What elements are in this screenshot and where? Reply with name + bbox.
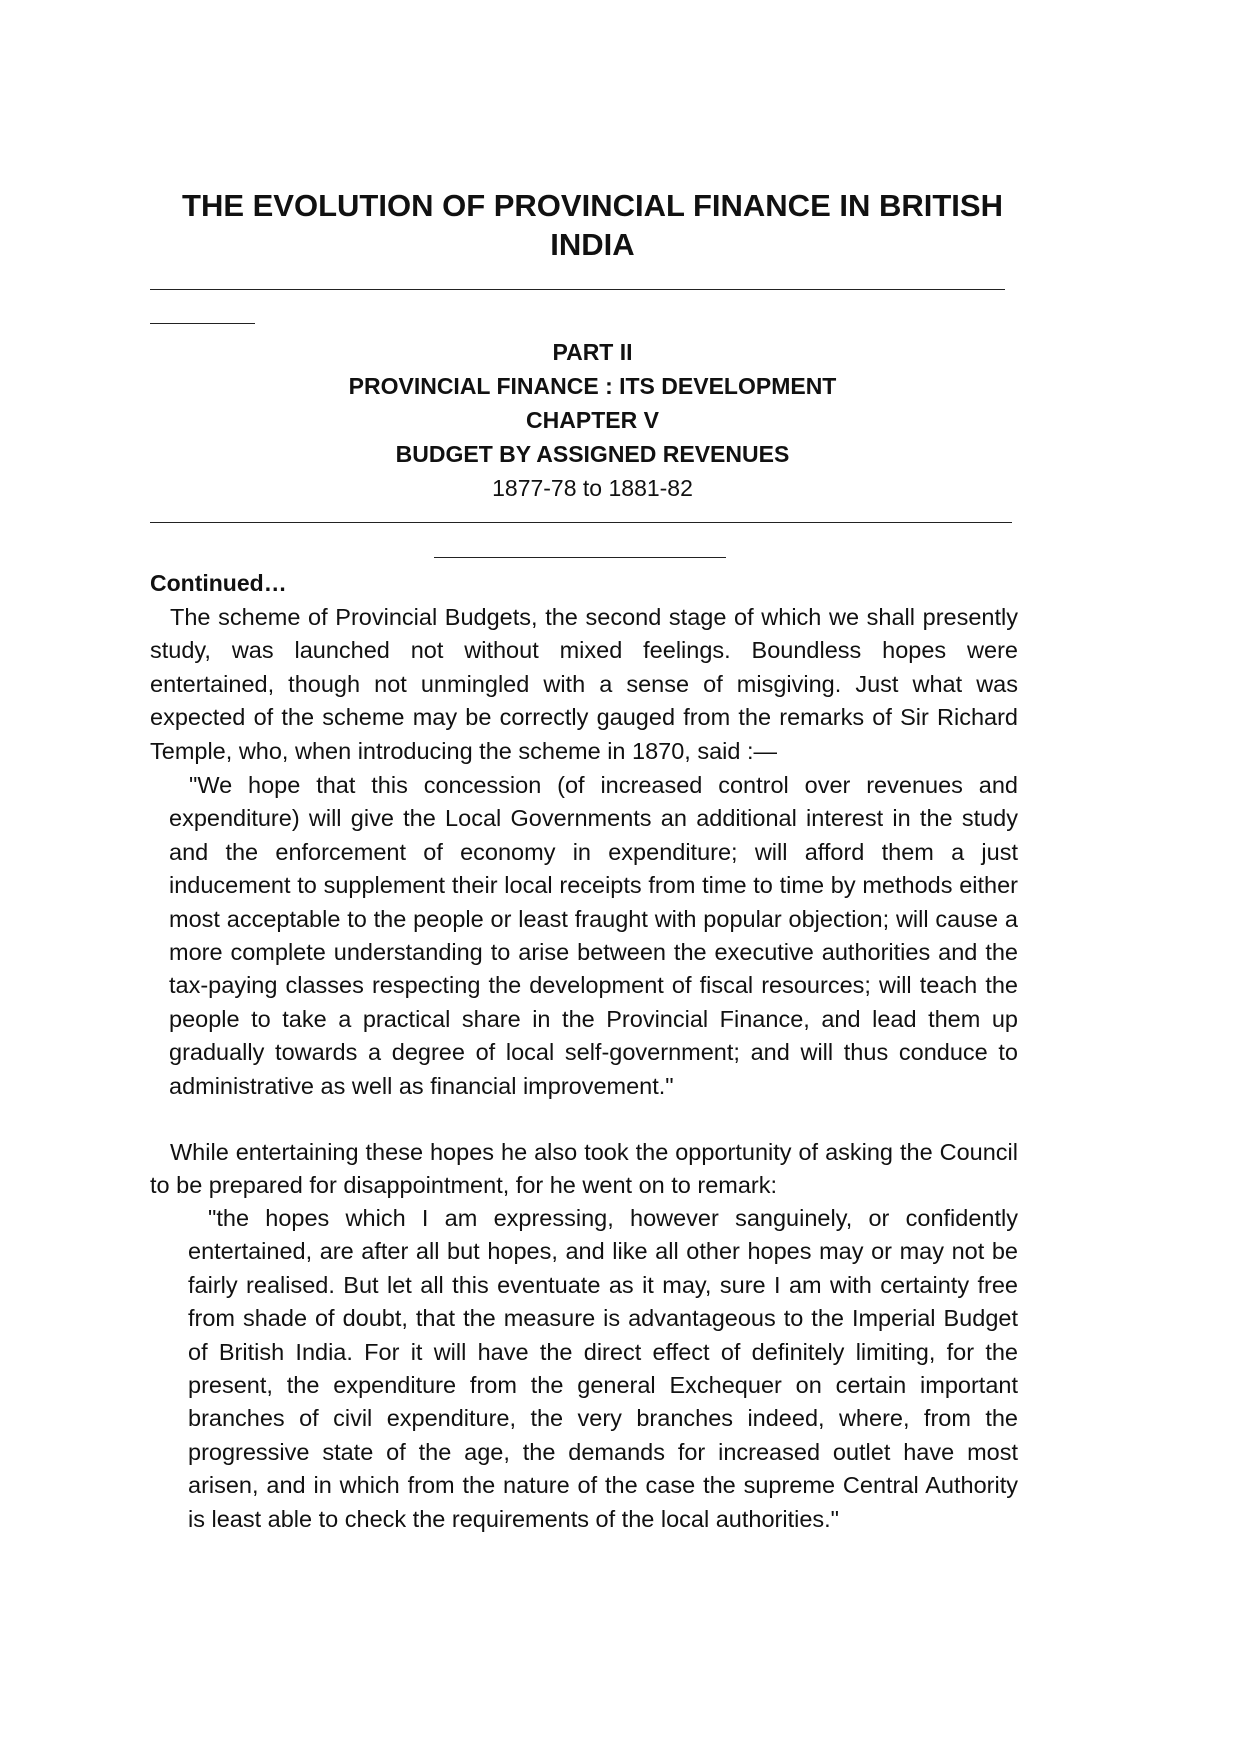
heading-divider-short — [434, 557, 726, 558]
title-underline-tail — [150, 323, 255, 324]
body-paragraph-1: The scheme of Provincial Budgets, the second stage of which we shall presently study, was launched not without mixed feelings. Boundless hopes were entertained, though not unmingled with a sense of misgiving. Just what was expected of the scheme may be correctly gauged from the remarks of Sir Richard Temple, who, when introducing the scheme in 1870, said :— — [150, 604, 1018, 764]
part-label: PART II — [552, 339, 633, 365]
chapter-label: CHAPTER V — [526, 407, 659, 433]
title-underline — [150, 289, 1005, 290]
heading-divider — [150, 522, 1012, 523]
document-title: THE EVOLUTION OF PROVINCIAL FINANCE IN BRITISH INDIA — [182, 188, 1003, 262]
block-quote-1: "We hope that this concession (of increased control over revenues and expenditure) will give the Local Governments an additional interest in the study and the enforcement of economy in expenditure; will afford them a just inducement to supplement their local receipts from time to time by methods either most acceptable to the people or least fraught with popular objection; will cause a more complete understanding to arise between the executive authorities and the tax-paying classes respecting the development of fiscal resources; will teach the people to take a practical share in the Provincial Finance, and lead them up gradually towards a degree of local self-government; and will thus conduce to administrative as well as financial improvement." — [169, 772, 1018, 1099]
continued-label: Continued… — [150, 570, 287, 596]
chapter-heading — [150, 335, 1035, 505]
block-quote-2: "the hopes which I am expressing, however sanguinely, or confidently entertained, are after all but hopes, and like all other hopes may or may not be fairly realised. But let all this eventuate as it may, sure I am with certainty free from shade of doubt, that the measure is advantageous to the Imperial Budget of British India. For it will have the direct effect of definitely limiting, for the present, the expenditure from the general Exchequer on certain important branches of civil expenditure, the very branches indeed, where, from the progressive state of the age, the demands for increased outlet have most arisen, and in which from the nature of the case the supreme Central Authority is least able to check the requirements of the local authorities." — [188, 1205, 1018, 1532]
part-title: PROVINCIAL FINANCE : ITS DEVELOPMENT — [348, 373, 837, 399]
chapter-title: BUDGET BY ASSIGNED REVENUES — [395, 441, 790, 467]
body-paragraph-2: While entertaining these hopes he also took the opportunity of asking the Council to be prepared for disappointment, for he went on to remark: — [150, 1139, 1018, 1199]
chapter-period: 1877-78 to 1881-82 — [492, 475, 693, 501]
